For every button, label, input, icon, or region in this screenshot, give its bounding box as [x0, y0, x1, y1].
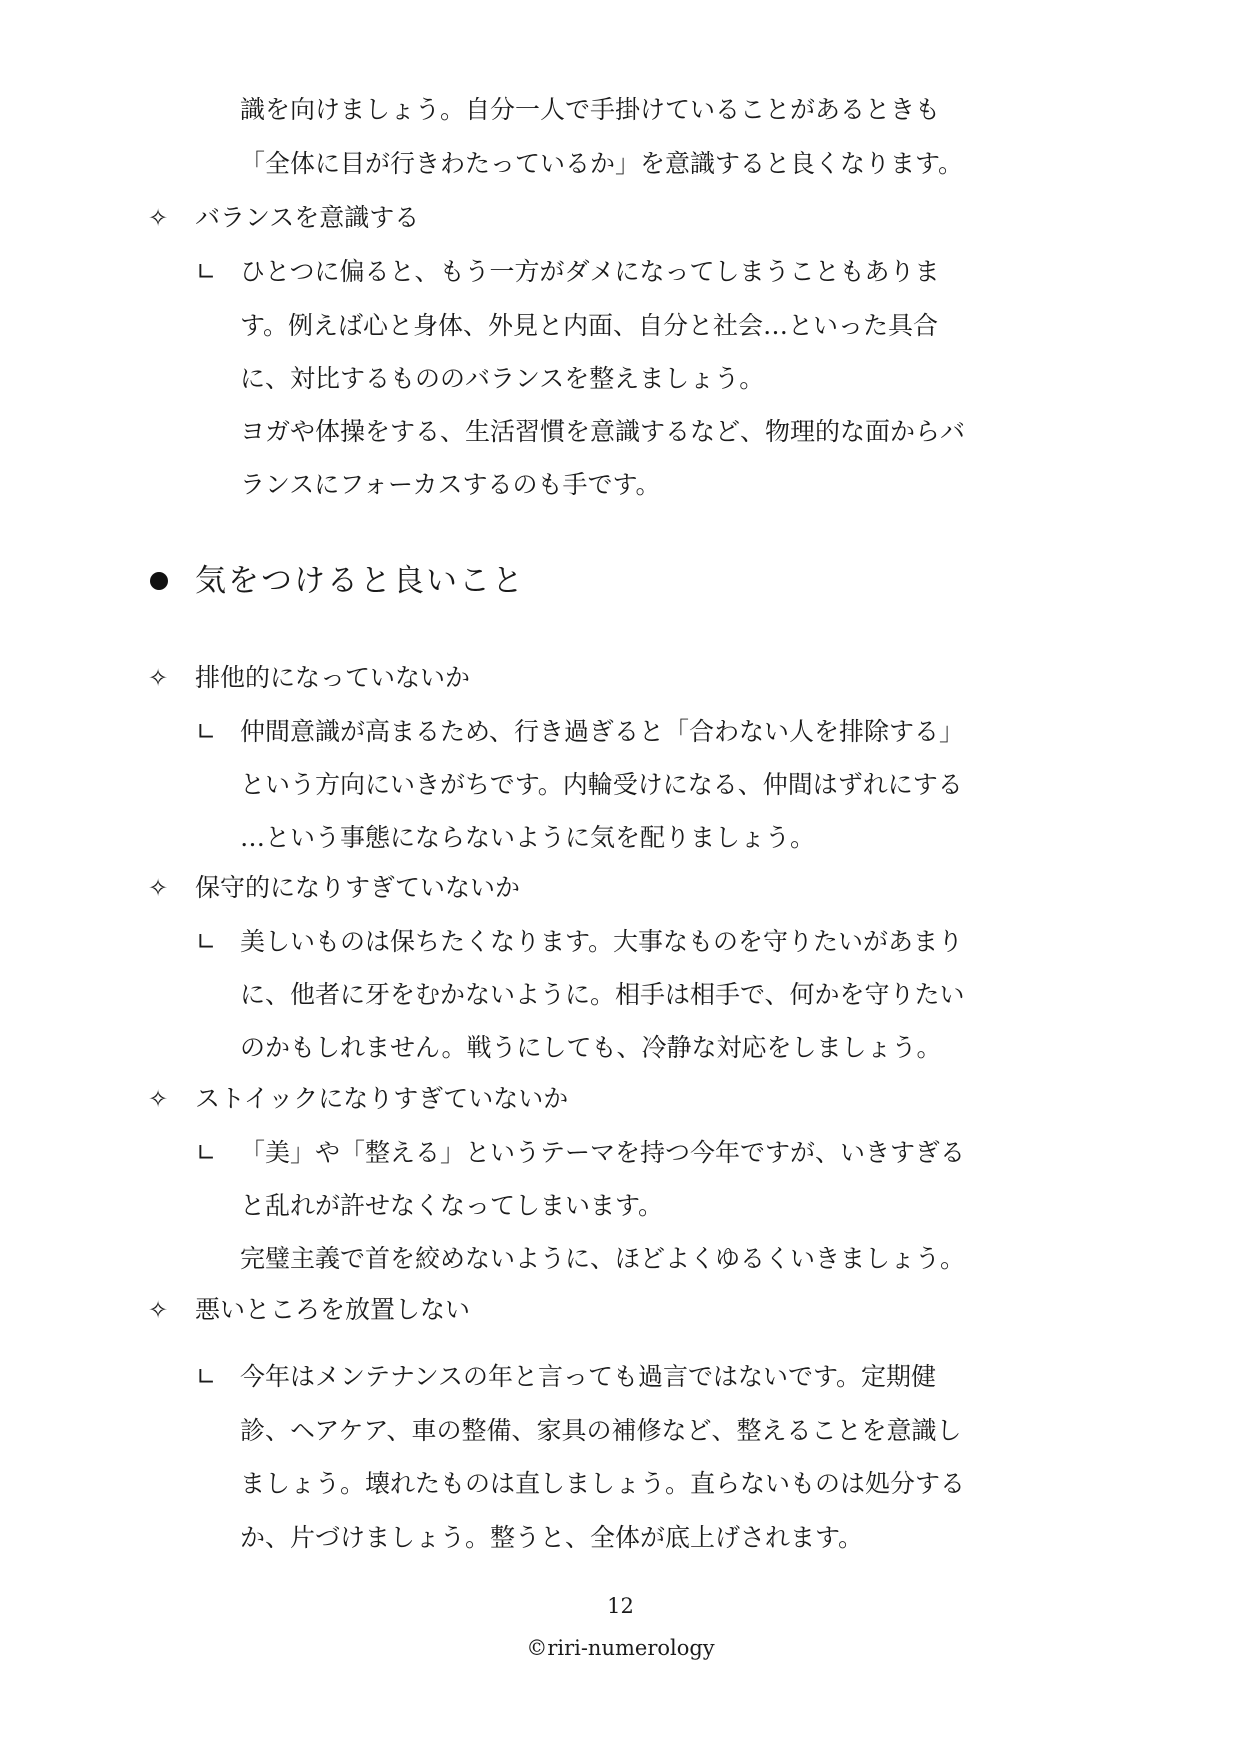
section-heading: 気をつけると良いこと	[195, 563, 525, 599]
item-body-line: ひとつに偏ると、もう一方がダメになってしまうこともありま	[240, 257, 940, 286]
sparkle-bullet-icon: ✧	[148, 664, 169, 692]
item-body-line: に、対比するもののバランスを整えましょう。	[240, 364, 765, 393]
page-number: 12	[607, 1594, 634, 1618]
item-body-line: ランスにフォーカスするのも手です。	[240, 470, 661, 499]
intro-line: 「全体に目が行きわたっているか」を意識すると良くなります。	[240, 149, 964, 178]
item-title: バランスを意識する	[195, 203, 420, 232]
item-body-line: 完璧主義で首を絞めないように、ほどよくゆるくいきましょう。	[240, 1244, 966, 1273]
item-body-line: す。例えば心と身体、外見と内面、自分と社会…といった具合	[240, 311, 939, 340]
item-body-line: 美しいものは保ちたくなります。大事なものを守りたいがあまり	[240, 927, 964, 956]
section-bullet-icon	[150, 572, 168, 590]
sub-arrow-icon: ∟	[196, 1363, 217, 1391]
item-body-line: 仲間意識が高まるため、行き過ぎると「合わない人を排除する」	[240, 717, 965, 746]
item-body-line: か、片づけましょう。整うと、全体が底上げされます。	[240, 1523, 864, 1552]
copyright: ©riri-numerology	[526, 1636, 715, 1660]
item-body-line: 診、ヘアケア、車の整備、家具の補修など、整えることを意識し	[240, 1416, 962, 1445]
item-body-line: と乱れが許せなくなってしまいます。	[240, 1191, 664, 1220]
item-body-line: 今年はメンテナンスの年と言っても過言ではないです。定期健	[240, 1362, 937, 1391]
sub-arrow-icon: ∟	[196, 1139, 217, 1167]
intro-line: 識を向けましょう。自分一人で手掛けていることがあるときも	[240, 95, 941, 124]
item-body-line: ましょう。壊れたものは直しましょう。直らないものは処分する	[240, 1469, 966, 1498]
item-title: 排他的になっていないか	[195, 663, 471, 692]
item-title: 保守的になりすぎていないか	[195, 873, 521, 902]
item-title: 悪いところを放置しない	[195, 1295, 471, 1324]
item-body-line: のかもしれません。戦うにしても、冷静な対応をしましょう。	[240, 1033, 942, 1062]
sub-arrow-icon: ∟	[196, 258, 217, 286]
sub-arrow-icon: ∟	[196, 928, 217, 956]
sparkle-bullet-icon: ✧	[148, 1085, 169, 1113]
item-body-line: に、他者に牙をむかないように。相手は相手で、何かを守りたい	[240, 980, 965, 1009]
item-body-line: という方向にいきがちです。内輪受けになる、仲間はずれにする	[240, 770, 963, 799]
sub-arrow-icon: ∟	[196, 718, 217, 746]
item-body-line: 「美」や「整える」というテーマを持つ今年ですが、いきすぎる	[240, 1138, 966, 1167]
item-title: ストイックになりすぎていないか	[195, 1084, 569, 1113]
item-body-line: …という事態にならないように気を配りましょう。	[240, 823, 816, 852]
sparkle-bullet-icon: ✧	[148, 204, 169, 232]
sparkle-bullet-icon: ✧	[148, 874, 169, 902]
item-body-line: ヨガや体操をする、生活習慣を意識するなど、物理的な面からバ	[240, 417, 966, 446]
sparkle-bullet-icon: ✧	[148, 1296, 169, 1324]
